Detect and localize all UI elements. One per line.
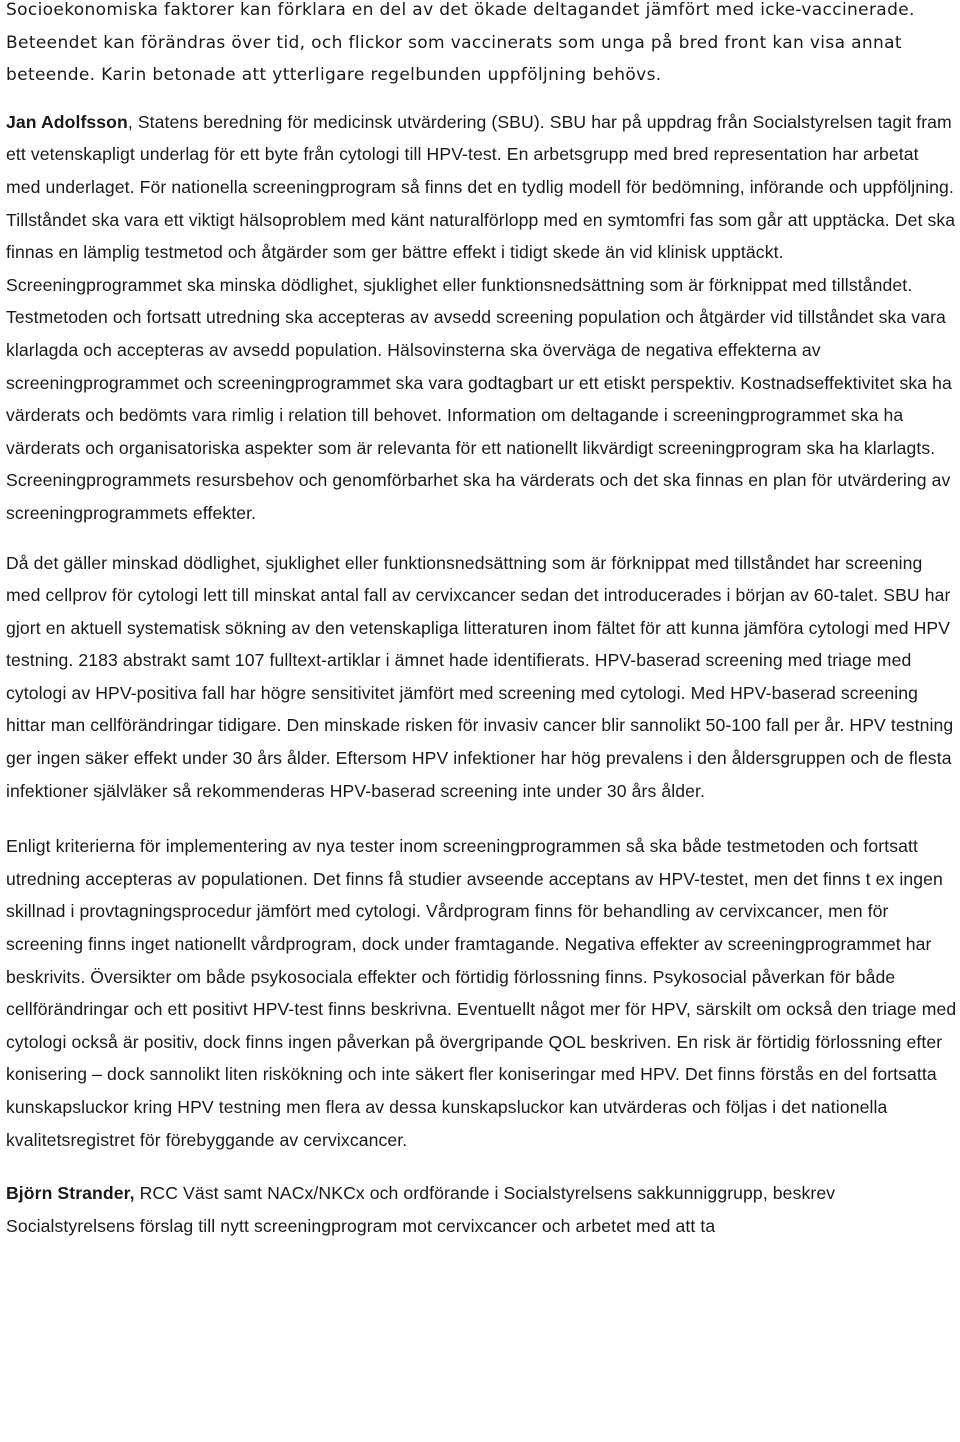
paragraph-bjorn-strander [6,1177,958,1242]
paragraph-text: , Statens beredning för medicinsk utvärdering (SBU). SBU har på uppdrag från Socialstyrelsen tagit fram ett vetenskapligt underlag för ett byte från cytologi till HPV-test. En arbetsgrupp med bred representation har arbetat med underlaget. För nationella screeningprogram så finns det en tydlig modell för bedömning, införande och uppföljning. Tillståndet ska vara ett viktigt hälsoproblem med känt naturalförlopp med en symtomfri fas som går att upptäcka. Det ska finnas en lämplig testmetod och åtgärder som ger bättre effekt i tidigt skede än vid klinisk upptäckt. Screeningprogrammet ska minska dödlighet, sjuklighet eller funktionsnedsättning som är förknippat med tillståndet. Testmetoden och fortsatt utredning ska accepteras av avsedd screening population och åtgärder vid tillståndet ska vara klarlagda och accepteras av avsedd population. Hälsovinsterna ska överväga de negativa effekterna av screeningprogrammet och screeningprogrammet ska vara godtagbart ur ett etiskt perspektiv. Kostnadseffektivitet ska ha värderats och bedömts vara rimlig i relation till behovet. Information om deltagande i screeningprogrammet ska ha värderats och organisatoriska aspekter som är relevanta för ett nationellt likvärdigt screeningprogram ska ha klarlagts. Screeningprogrammets resursbehov och genomförbarhet ska ha värderats och det ska finnas en plan för utvärdering av screeningprogrammets effekter. [6,111,956,523]
paragraph-jan-adolfsson [6,106,958,530]
speaker-name: Björn Strander, [6,1183,135,1204]
document-page [6,0,958,1264]
paragraph-text: Socioekonomiska faktorer kan förklara en del av det ökade deltagandet jämfört med icke-vaccinerade. Beteendet kan förändras över tid, och flickor som vaccinerats som unga på bred front kan visa annat beteende. Karin betonade att ytterligare regelbunden uppföljning behövs. [6,0,915,86]
speaker-name: Jan Adolfsson [6,111,128,132]
paragraph-text: RCC Väst samt NACx/NKCx och ordförande i Socialstyrelsens sakkunniggrupp, beskrev Socialstyrelsens förslag till nytt screeningprogram mot cervixcancer och arbetet med att ta [6,1183,836,1236]
paragraph-text: Då det gäller minskad dödlighet, sjuklighet eller funktionsnedsättning som är förknippat med tillståndet har screening med cellprov för cytologi lett till minskat antal fall av cervixcancer sedan det introducerades i början av 60-talet. SBU har gjort en aktuell systematisk sökning av den vetenskapliga litteraturen inom fältet för att kunna jämföra cytologi med HPV testning. 2183 abstrakt samt 107 fulltext-artiklar i ämnet hade identifierats. HPV-baserad screening med triage med cytologi av HPV-positiva fall har högre sensitivitet jämfört med screening med cytologi. Med HPV-baserad screening hittar man cellförändringar tidigare. Den minskade risken för invasiv cancer blir sannolikt 50-100 fall per år. HPV testning ger ingen säker effekt under 30 års ålder. Eftersom HPV infektioner har hög prevalens i den åldersgruppen och de flesta infektioner självläker så rekommenderas HPV-baserad screening inte under 30 års ålder. [6,552,954,801]
paragraph-socioeconomic-factors [6,0,958,92]
paragraph-text: Enligt kriterierna för implementering av nya tester inom screeningprogrammen så ska både testmetoden och fortsatt utredning accepteras av populationen. Det finns få studier avseende acceptans av HPV-testet, men det finns t ex ingen skillnad i provtagningsprocedur jämfört med cytologi. Vårdprogram finns för behandling av cervixcancer, men för screening finns inget nationellt vårdprogram, dock under framtagande. Negativa effekter av screeningprogrammet har beskrivits. Översikter om både psykosociala effekter och förtidig förlossning finns. Psykosocial påverkan för både cellförändringar och ett positivt HPV-test finns beskrivna. Eventuellt något mer för HPV, särskilt om också den triage med cytologi också är positiv, dock finns ingen påverkan på övergripande QOL beskriven. En risk är förtidig förlossning efter konisering – dock sannolikt liten riskökning och inte säkert fler koniseringar med HPV. Det finns förstås en del fortsatta kunskapsluckor kring HPV testning men flera av dessa kunskapsluckor kan utvärderas och följas i det nationella kvalitetsregistret för förebyggande av cervixcancer. [6,836,957,1150]
paragraph-implementation-criteria [6,830,958,1156]
paragraph-mortality-screening [6,547,958,808]
